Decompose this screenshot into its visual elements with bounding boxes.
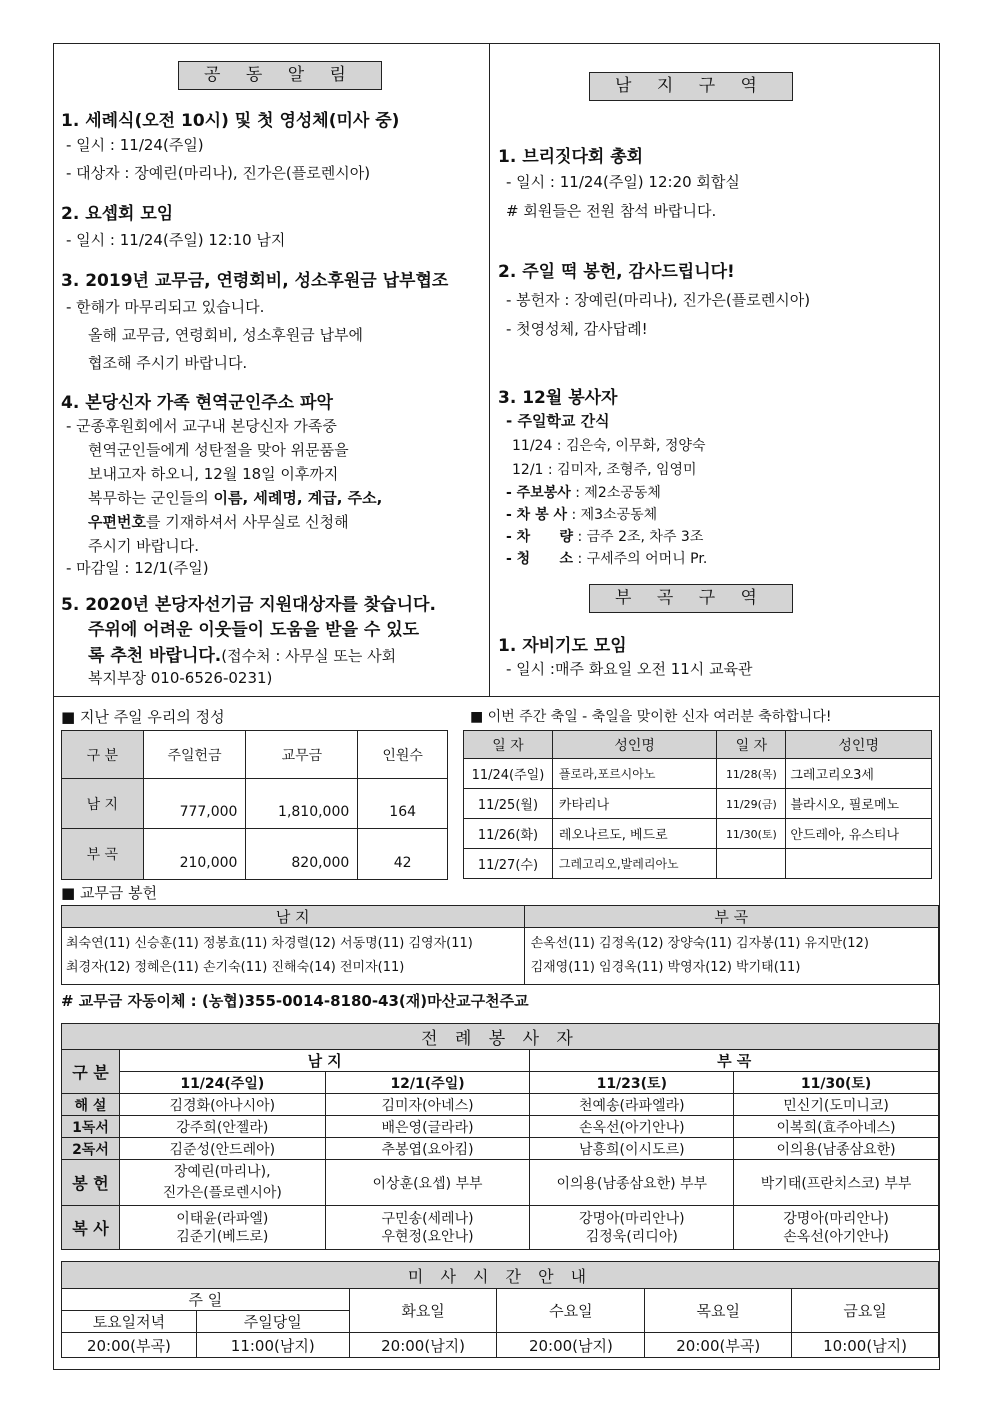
notice-4-heading: 4. 본당신자 가족 현역군인주소 파악 <box>61 393 333 413</box>
notice-5-heading: 5. 2020년 본당자선기금 지원대상자를 찾습니다. <box>61 595 436 615</box>
offering-cell: 1,810,000 <box>246 779 358 829</box>
notice-section <box>54 44 939 696</box>
offering-table <box>61 730 448 880</box>
role-line <box>506 504 657 524</box>
notice-4-line: - 마감일 : 12/1(주일) <box>66 559 209 577</box>
feast-header: 일 자 <box>717 731 786 759</box>
notice-3-line: 올해 교무금, 연령회비, 성소후원금 납부에 <box>88 326 363 344</box>
mass-time: 11:00(남지) <box>196 1333 349 1358</box>
offering-row-label: 남 지 <box>62 779 144 829</box>
notice-3-heading: 3. 2019년 교무금, 연령회비, 성소후원금 납부협조 <box>61 271 449 291</box>
notice-3-line: - 한해가 마무리되고 있습니다. <box>66 298 265 316</box>
liturgy-cell: 손옥선(아기안나) <box>530 1116 734 1138</box>
tithe-table <box>61 905 939 985</box>
notice-2-heading: 2. 요셉회 모임 <box>61 204 174 224</box>
liturgy-row-label: 봉 헌 <box>62 1160 120 1206</box>
liturgy-cell: 강명아(마리안나) 손옥선(아기안나) <box>734 1206 939 1250</box>
namji-title: 남 지 구 역 <box>589 72 793 101</box>
offering-row-label: 부 곡 <box>62 829 144 880</box>
offering-label: ■ 지난 주일 우리의 정성 <box>61 708 225 726</box>
tithe-line: 손옥선(11) 김정옥(12) 장양숙(11) 김자봉(11) 유지만(12) <box>530 936 869 951</box>
feast-date: 11/26(화) <box>464 819 553 849</box>
liturgy-table <box>61 1023 939 1250</box>
liturgy-cell: 이의용(남종삼요한) 부부 <box>530 1160 734 1206</box>
notice-4-line: 현역군인들에게 성탄절을 맞아 위문품을 <box>88 441 349 459</box>
feast-header: 일 자 <box>464 731 553 759</box>
liturgy-namji: 남 지 <box>119 1050 529 1072</box>
notice-5-bold: 록 추천 바랍니다. <box>88 646 222 666</box>
tithe-namji-names <box>62 928 525 985</box>
mass-sat-eve: 토요일저녁 <box>62 1311 197 1333</box>
notice-5-line: 복지부장 010-6526-0231) <box>88 669 273 687</box>
mass-time: 20:00(부곡) <box>645 1333 792 1358</box>
mass-time: 20:00(남지) <box>497 1333 645 1358</box>
notice-4-line <box>88 487 382 508</box>
bugok-1-line: - 일시 :매주 화요일 오전 11시 교육관 <box>506 660 753 678</box>
mass-day: 금요일 <box>792 1289 939 1333</box>
liturgy-date: 11/24(주일) <box>119 1072 325 1094</box>
liturgy-cell: 민신기(도미니코) <box>734 1094 939 1116</box>
mass-sunday: 주 일 <box>62 1289 350 1311</box>
role-value: : 금주 2조, 차주 3조 <box>577 529 704 545</box>
liturgy-cell: 강주희(안젤라) <box>119 1116 325 1138</box>
tithe-line: 김재영(11) 임경옥(11) 박영자(12) 박기태(11) <box>530 960 801 975</box>
notice-5-line <box>88 641 396 666</box>
tithe-line: 최숙연(11) 신승훈(11) 정봉효(11) 차경렬(12) 서동명(11) 김영자(11) <box>66 936 473 951</box>
role-label: - 차 량 <box>506 529 573 545</box>
mass-title: 미 사 시 간 안 내 <box>62 1262 939 1289</box>
notice-4-text: 복무하는 군인들의 <box>88 489 209 507</box>
tithe-bugok-header: 부 곡 <box>524 906 938 928</box>
role-value: : 제2소공동체 <box>575 485 661 501</box>
liturgy-row-label: 2독서 <box>62 1138 120 1160</box>
liturgy-row-label: 복 사 <box>62 1206 120 1250</box>
notice-4-line <box>88 511 349 532</box>
notice-4-bold: 우편번호 <box>88 513 146 531</box>
notice-1-line: - 일시 : 11/24(주일) <box>66 136 204 154</box>
feast-saint: 카타리나 <box>552 789 717 819</box>
offering-header: 교무금 <box>246 731 358 779</box>
feast-saint: 플로라,포르시아노 <box>552 759 717 789</box>
feast-saint: 레오나르도, 베드로 <box>552 819 717 849</box>
notice-4-line: 주시기 바랍니다. <box>88 537 199 555</box>
liturgy-cell: 이태윤(라파엘) 김준기(베드로) <box>119 1206 325 1250</box>
liturgy-cell: 배은영(글라라) <box>325 1116 530 1138</box>
liturgy-cell: 김경화(아나시아) <box>119 1094 325 1116</box>
feast-date: 11/27(수) <box>464 849 553 879</box>
liturgy-date: 11/23(토) <box>530 1072 734 1094</box>
feast-table <box>463 730 932 879</box>
feast-saint: 블라시오, 필로메노 <box>786 789 932 819</box>
feast-saint: 그레고리오,발레리아노 <box>552 849 717 879</box>
offering-cell: 42 <box>358 829 448 880</box>
feast-date: 11/30(토) <box>717 819 786 849</box>
liturgy-cell: 구민송(세레나) 우현정(요안나) <box>325 1206 530 1250</box>
tithe-namji-header: 남 지 <box>62 906 525 928</box>
liturgy-cell: 천예송(라파엘라) <box>530 1094 734 1116</box>
namji-1-heading: 1. 브리짓다회 총회 <box>498 147 644 167</box>
feast-header: 성인명 <box>786 731 932 759</box>
mass-day: 목요일 <box>645 1289 792 1333</box>
namji-2-line: - 봉헌자 : 장예린(마리나), 진가은(플로렌시아) <box>506 291 811 309</box>
liturgy-cell: 추봉엽(요아킴) <box>325 1138 530 1160</box>
liturgy-cell: 남흥희(이시도르) <box>530 1138 734 1160</box>
mass-day: 수요일 <box>497 1289 645 1333</box>
offering-cell: 210,000 <box>143 829 246 880</box>
mass-table <box>61 1261 939 1358</box>
notice-5-text: (접수처 : 사무실 또는 사회 <box>221 647 397 665</box>
liturgy-row-label: 해 설 <box>62 1094 120 1116</box>
role-value: : 구세주의 어머니 Pr. <box>577 551 708 567</box>
notice-1-line: - 대상자 : 장예린(마리나), 진가은(플로렌시아) <box>66 164 371 182</box>
tithe-label: ■ 교무금 봉헌 <box>61 884 158 902</box>
feast-saint <box>786 849 932 879</box>
role-value: : 제3소공동체 <box>571 507 658 523</box>
liturgy-bugok: 부 곡 <box>530 1050 939 1072</box>
role-label: - 차 봉 사 <box>506 507 568 523</box>
liturgy-title: 전 례 봉 사 자 <box>62 1024 939 1050</box>
bugok-title: 부 곡 구 역 <box>589 584 793 613</box>
liturgy-cell: 강명아(마리안나) 김정욱(리디아) <box>530 1206 734 1250</box>
role-line <box>506 548 707 568</box>
common-notice-title: 공 동 알 림 <box>178 61 382 90</box>
offering-cell: 164 <box>358 779 448 829</box>
namji-3-heading: 3. 12월 봉사자 <box>498 388 618 408</box>
liturgy-cell: 이복희(효주아네스) <box>734 1116 939 1138</box>
mass-day: 화요일 <box>349 1289 497 1333</box>
feast-date: 11/25(월) <box>464 789 553 819</box>
feast-date: 11/29(금) <box>717 789 786 819</box>
mass-time: 20:00(부곡) <box>62 1333 197 1358</box>
offering-cell: 777,000 <box>143 779 246 829</box>
namji-2-heading: 2. 주일 떡 봉헌, 감사드립니다! <box>498 262 735 282</box>
notice-4-line: - 군종후원회에서 교구내 본당신자 가족중 <box>66 417 337 435</box>
column-divider <box>489 44 490 696</box>
feast-header: 성인명 <box>552 731 717 759</box>
liturgy-cell: 김미자(아네스) <box>325 1094 530 1116</box>
offering-header: 구 분 <box>62 731 144 779</box>
feast-date: 11/28(목) <box>717 759 786 789</box>
feast-label: ■ 이번 주간 축일 - 축일을 맞이한 신자 여러분 축하합니다! <box>470 709 832 725</box>
liturgy-cell: 김준성(안드레아) <box>119 1138 325 1160</box>
liturgy-cell: 장예린(마리나), 진가은(플로렌시아) <box>119 1160 325 1206</box>
notice-3-line: 협조해 주시기 바랍니다. <box>88 354 248 372</box>
bugok-1-heading: 1. 자비기도 모임 <box>498 636 627 656</box>
notice-4-text: 를 기재하셔서 사무실로 신청해 <box>145 513 349 531</box>
notice-4-line: 보내고자 하오니, 12월 18일 이후까지 <box>88 465 339 483</box>
section-divider <box>54 696 939 697</box>
liturgy-cell: 박기태(프란치스코) 부부 <box>734 1160 939 1206</box>
snack-line: 12/1 : 김미자, 조형주, 임영미 <box>512 462 697 478</box>
tithe-line: 최경자(12) 정혜은(11) 손기숙(11) 진해숙(14) 전미자(11) <box>66 960 405 975</box>
tithe-account: # 교무금 자동이체 : (농협)355-0014-8180-43(재)마산교구천주교 <box>61 992 529 1010</box>
notice-2-line: - 일시 : 11/24(주일) 12:10 남지 <box>66 231 286 249</box>
notice-5-heading: 주위에 어려운 이웃들이 도움을 받을 수 있도 <box>88 620 420 640</box>
tithe-bugok-names <box>524 928 938 985</box>
role-label: - 청 소 <box>506 551 573 567</box>
mass-time: 10:00(남지) <box>792 1333 939 1358</box>
liturgy-date: 12/1(주일) <box>325 1072 530 1094</box>
offering-cell: 820,000 <box>246 829 358 880</box>
notice-4-bold: 이름, 세례명, 계급, 주소, <box>213 489 383 507</box>
role-label: - 주보봉사 <box>506 485 571 501</box>
liturgy-gubun: 구 분 <box>62 1050 120 1094</box>
namji-2-line: - 첫영성체, 감사답례! <box>506 320 648 338</box>
bulletin-frame <box>53 43 940 1370</box>
role-line <box>506 526 703 546</box>
snack-line: 11/24 : 김은숙, 이무화, 정양숙 <box>512 438 706 454</box>
namji-1-line: - 일시 : 11/24(주일) 12:20 회합실 <box>506 173 740 191</box>
liturgy-row-label: 1독서 <box>62 1116 120 1138</box>
feast-date: 11/24(주일) <box>464 759 553 789</box>
offering-header: 주일헌금 <box>143 731 246 779</box>
notice-1-heading: 1. 세례식(오전 10시) 및 첫 영성체(미사 중) <box>61 111 400 131</box>
feast-saint: 그레고리오3세 <box>786 759 932 789</box>
mass-sun-day: 주일당일 <box>196 1311 349 1333</box>
liturgy-cell: 이상훈(요셉) 부부 <box>325 1160 530 1206</box>
feast-saint: 안드레아, 유스티나 <box>786 819 932 849</box>
offering-header: 인원수 <box>358 731 448 779</box>
feast-date <box>717 849 786 879</box>
liturgy-cell: 이의용(남종삼요한) <box>734 1138 939 1160</box>
mass-time: 20:00(남지) <box>349 1333 497 1358</box>
liturgy-date: 11/30(토) <box>734 1072 939 1094</box>
role-line <box>506 482 661 502</box>
namji-1-line: # 회원들은 전원 참석 바랍니다. <box>506 202 717 220</box>
namji-3-sub: - 주일학교 간식 <box>506 412 610 430</box>
